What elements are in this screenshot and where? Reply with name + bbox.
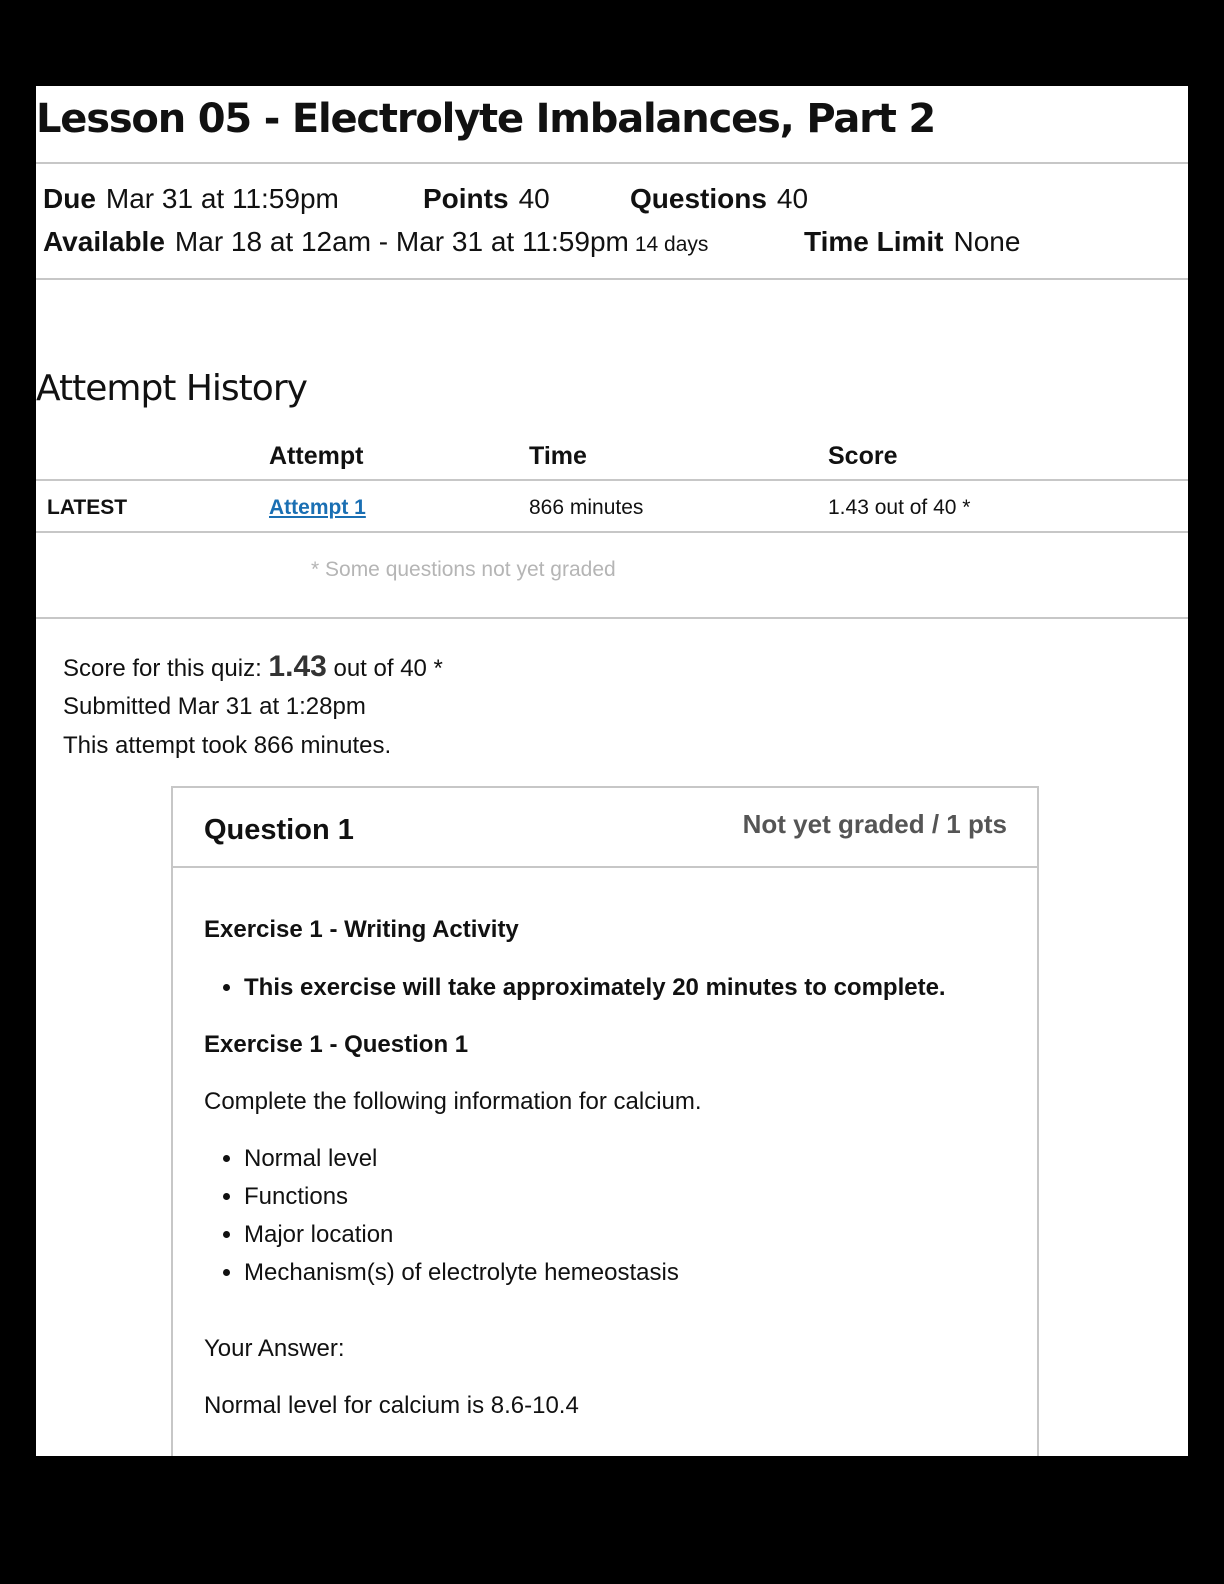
questions-label: Questions xyxy=(630,183,767,214)
divider xyxy=(36,617,1188,619)
available-detail xyxy=(43,226,708,258)
score-value: 1.43 xyxy=(268,650,327,683)
time-limit-detail xyxy=(804,226,1020,258)
answer-label: Your Answer: xyxy=(204,1335,345,1362)
quiz-score-line xyxy=(63,650,443,684)
divider xyxy=(36,162,1188,164)
list-item: • Normal level xyxy=(244,1140,679,1178)
time-column-header: Time xyxy=(529,442,587,470)
questions-value: 40 xyxy=(776,183,809,214)
list-item: • This exercise will take approximately 20 minutes to complete. xyxy=(244,969,946,1007)
attempt-1-link[interactable]: Attempt 1 xyxy=(269,496,366,519)
attempt-history-heading: Attempt History xyxy=(36,368,307,409)
page-title: Lesson 05 - Electrolyte Imbalances, Part 2 xyxy=(36,96,935,142)
due-detail xyxy=(43,183,339,215)
score-suffix: out of 40 * xyxy=(326,655,443,682)
answer-text: Normal level for calcium is 8.6-10.4 xyxy=(204,1392,579,1419)
question-header xyxy=(173,788,1037,868)
latest-badge: LATEST xyxy=(47,496,128,519)
available-value: Mar 18 at 12am - Mar 31 at 11:59pm xyxy=(174,226,629,257)
points-value: 40 xyxy=(518,183,550,214)
attempt-time: 866 minutes xyxy=(529,496,644,519)
exercise-subheading: Exercise 1 - Question 1 xyxy=(204,1031,469,1058)
question-title: Question 1 xyxy=(204,814,354,846)
attempt-score: 1.43 out of 40 * xyxy=(828,496,971,519)
due-label: Due xyxy=(43,183,96,214)
divider xyxy=(36,278,1188,280)
available-days: 14 days xyxy=(634,233,709,256)
available-label: Available xyxy=(43,226,165,257)
question-card xyxy=(171,786,1039,1456)
questions-detail xyxy=(630,183,808,215)
quiz-page xyxy=(36,86,1188,1456)
question-points: Not yet graded / 1 pts xyxy=(742,809,1007,839)
list-item: • Mechanism(s) of electrolyte hemeostasis xyxy=(244,1254,679,1292)
question-prompt: Complete the following information for calcium. xyxy=(204,1088,702,1115)
due-value: Mar 31 at 11:59pm xyxy=(105,183,339,214)
list-item: • Major location xyxy=(244,1216,679,1254)
attempt-column-header: Attempt xyxy=(269,442,364,470)
points-label: Points xyxy=(423,183,509,214)
points-detail xyxy=(423,183,550,215)
grading-footnote: * Some questions not yet graded xyxy=(311,558,616,581)
score-prefix: Score for this quiz: xyxy=(63,655,269,682)
table-header-divider xyxy=(36,479,1188,481)
question-items xyxy=(204,1140,679,1292)
attempt-duration: This attempt took 866 minutes. xyxy=(63,732,392,759)
exercise-note-list xyxy=(204,969,946,1007)
list-item: • Functions xyxy=(244,1178,679,1216)
score-column-header: Score xyxy=(828,442,898,470)
divider xyxy=(36,531,1188,533)
submitted-time: Submitted Mar 31 at 1:28pm xyxy=(63,693,366,720)
exercise-heading: Exercise 1 - Writing Activity xyxy=(204,916,519,943)
time-limit-value: None xyxy=(953,226,1021,257)
time-limit-label: Time Limit xyxy=(804,226,944,257)
